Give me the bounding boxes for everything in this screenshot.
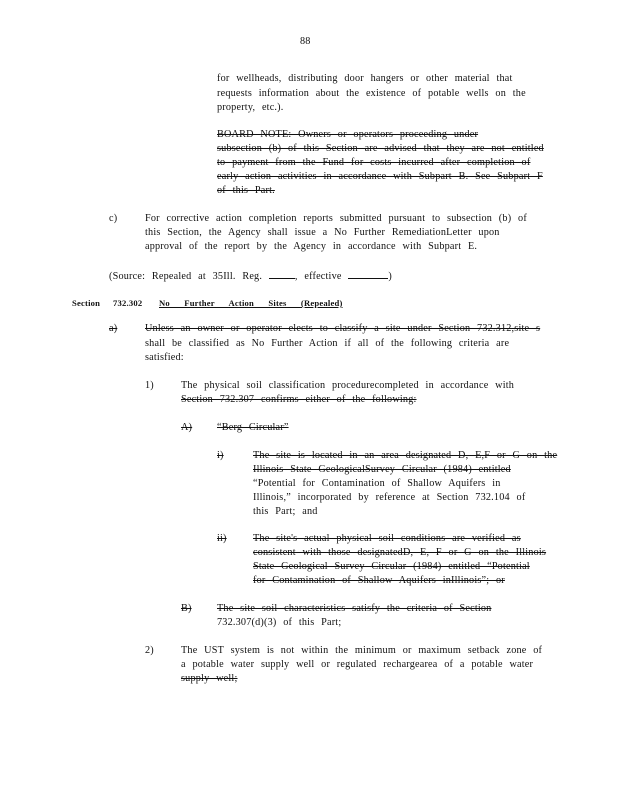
board-note-line: to payment from the Fund for costs incurred after completion of bbox=[217, 157, 531, 168]
item-1-line: Section 732.307 confirms either of the following: bbox=[181, 394, 417, 405]
board-note-line: early action activities in accordance with Subpart B. See Subpart F bbox=[217, 171, 543, 182]
board-note-line: subsection (b) of this Section are advised that they are not entitled bbox=[217, 143, 544, 154]
page-number: 88 bbox=[300, 36, 311, 47]
item-2-line: a potable water supply well or regulated rechargearea of a potable water bbox=[181, 659, 534, 670]
source-line bbox=[109, 268, 392, 284]
item-i-marker: i) bbox=[217, 450, 224, 461]
item-a-line: Unless an owner or operator elects to classify a site under Section 732.312,site s bbox=[145, 323, 541, 334]
source-blank-volume bbox=[269, 268, 295, 279]
item-a-line: shall be classified as No Further Action if all of the following criteria are bbox=[145, 338, 510, 349]
item-a-line: satisfied: bbox=[145, 352, 184, 363]
item-i-line: “Potential for Contamination of Shallow Aquifers in bbox=[253, 478, 501, 489]
board-note-line: BOARD NOTE: Owners or operators proceeding under bbox=[217, 129, 479, 140]
source-blank-date bbox=[348, 268, 388, 279]
item-2-line: supply well; bbox=[181, 673, 238, 684]
item-1-marker: 1) bbox=[145, 380, 154, 391]
intro-line: requests information about the existence of potable wells on the bbox=[217, 88, 526, 99]
item-i-line: Illinois,” incorporated by reference at Section 732.104 of bbox=[253, 492, 526, 503]
item-B-marker: B) bbox=[181, 603, 192, 614]
source-middle: , effective bbox=[294, 271, 342, 282]
item-c-line: this Section, the Agency shall issue a No Further RemediationLetter upon bbox=[145, 227, 500, 238]
intro-line: for wellheads, distributing door hangers or other material that bbox=[217, 73, 513, 84]
source-end: ) bbox=[388, 271, 392, 282]
item-2-line: The UST system is not within the minimum or maximum setback zone of bbox=[181, 645, 543, 656]
item-ii-line: for Contamination of Shallow Aquifers inIllinois”; or bbox=[253, 575, 505, 586]
item-ii-marker: ii) bbox=[217, 533, 227, 544]
item-c-line: approval of the report by the Agency in accordance with Subpart E. bbox=[145, 241, 478, 252]
item-a-marker: a) bbox=[109, 323, 118, 334]
item-2-marker: 2) bbox=[145, 645, 154, 656]
item-c-line: For corrective action completion reports submitted pursuant to subsection (b) of bbox=[145, 213, 527, 224]
item-ii-line: State Geological Survey Circular (1984) entitled “Potential bbox=[253, 561, 530, 572]
section-title-text: No Further Action Sites (Repealed) bbox=[159, 298, 343, 308]
board-note-line: of this Part. bbox=[217, 185, 275, 196]
item-ii-line: consistent with those designatedD, E, F or G on the Illinois bbox=[253, 547, 547, 558]
item-ii-line: The site's actual physical soil conditions are verified as bbox=[253, 533, 521, 544]
section-title bbox=[159, 297, 343, 309]
item-B-line: The site soil characteristics satisfy the criteria of Section bbox=[217, 603, 492, 614]
item-A-marker: A) bbox=[181, 422, 193, 433]
item-i-line: The site is located in an area designated D, E,F or G on the bbox=[253, 450, 558, 461]
item-i-line: Illinois State GeologicalSurvey Circular (1984) entitled bbox=[253, 464, 511, 475]
item-i-line: this Part; and bbox=[253, 506, 318, 517]
intro-line: property, etc.). bbox=[217, 102, 284, 113]
section-label: Section bbox=[72, 298, 101, 308]
section-number: 732.302 bbox=[113, 298, 143, 308]
item-B-line: 732.307(d)(3) of this Part; bbox=[217, 617, 342, 628]
source-lead: (Source: Repealed at 35Ill. Reg. bbox=[109, 271, 263, 282]
item-A-text: “Berg Circular” bbox=[217, 422, 289, 433]
item-1-line: The physical soil classification procedurecompleted in accordance with bbox=[181, 380, 515, 391]
item-c-marker: c) bbox=[109, 213, 118, 224]
